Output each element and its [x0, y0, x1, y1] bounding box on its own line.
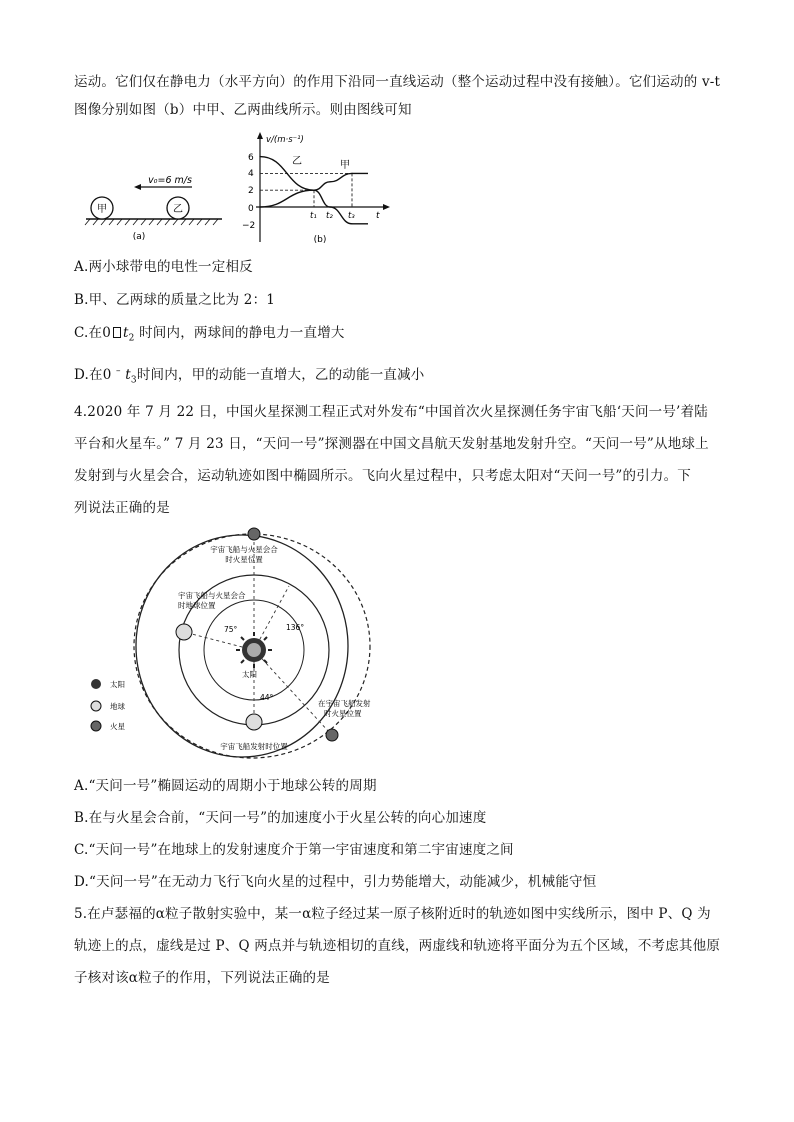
label-mars-meet-1: 宇宙飞船与火星会合 — [210, 545, 278, 554]
label-earth-meet-2: 时地球位置 — [178, 601, 216, 610]
label-earth-launch: 宇宙飞船发射时位置 — [220, 742, 288, 751]
q3-option-d-pre: D.在0 — [74, 367, 112, 383]
q3-option-b: B.甲、乙两球的质量之比为 2：1 — [74, 292, 276, 308]
q4-option-b: B.在与火星会合前，“天问一号”的加速度小于火星公转的向心加速度 — [74, 810, 487, 826]
label-mars-launch-1: 在宇宙飞船发射 — [318, 699, 371, 708]
ball-yi-label: 乙 — [173, 204, 183, 215]
label-mars-meet-2: 时火星位置 — [225, 555, 263, 564]
q5-text-line-3: 子核对该α粒子的作用，下列说法正确的是 — [74, 970, 330, 986]
data-point-甲-0 — [259, 206, 260, 207]
earth-meet-icon — [176, 624, 192, 640]
fig-b-caption: (b) — [313, 235, 327, 245]
q3-option-d-t: t — [125, 367, 131, 383]
q3-option-c-sub: 2 — [128, 333, 135, 344]
curve-jia-label: 甲 — [340, 160, 350, 171]
fig-a-caption: (a) — [132, 232, 146, 242]
q4-text-line-4: 列说法正确的是 — [74, 500, 170, 516]
xtick-t2: t₂ — [326, 211, 333, 221]
q3-option-c-post: 时间内，两球间的静电力一直增大 — [139, 325, 345, 341]
q3-option-c-pre: C.在0 — [74, 325, 112, 341]
label-sun-center: 太阳 — [242, 670, 257, 679]
q3-text-line-1: 运动。它们仅在静电力（水平方向）的作用下沿同一直线运动（整个运动过程中没有接触）。它们运动的 v-t — [74, 74, 721, 90]
ytick-0: 0 — [248, 204, 254, 214]
q3-option-c — [74, 321, 345, 344]
mars-launch-icon — [326, 729, 338, 741]
data-point-甲-3 — [351, 173, 352, 174]
q3-option-d-post: 时间内，甲的动能一直增大，乙的动能一直减小 — [136, 367, 425, 383]
svg-text:火星: 火星 — [110, 722, 125, 731]
ball-jia-label: 甲 — [97, 204, 107, 215]
y-axis-label: v/(m·s⁻¹) — [266, 135, 304, 145]
data-point-乙-1 — [313, 190, 314, 191]
ytick-2: 2 — [248, 186, 254, 196]
q3-option-d-sub: 3 — [130, 375, 137, 386]
earth-launch-icon — [246, 714, 262, 730]
orbit-legend — [91, 679, 125, 731]
q3-option-d: D.在0 – $t_3$时间内，甲的动能一直增大，乙的动能一直减小 — [74, 366, 425, 386]
q3-text-line-2: 图像分别如图（b）中甲、乙两曲线所示。则由图线可知 — [74, 102, 412, 118]
mars-meet-icon — [248, 528, 260, 540]
data-point-乙-2 — [329, 206, 330, 207]
q4-text-line-2: 平台和火星车。” 7 月 23 日，“天问一号”探测器在中国文昌航天发射基地发射升空。“天问一号”从地球上 — [74, 436, 709, 452]
q4-option-a: A.“天问一号”椭圆运动的周期小于地球公转的周期 — [74, 778, 377, 794]
angle-75: 75° — [224, 625, 238, 634]
svg-text:太阳: 太阳 — [110, 680, 125, 689]
ytick-6: 6 — [248, 153, 254, 163]
q3-option-c-t: t — [123, 325, 129, 341]
ytick-4: 4 — [248, 169, 254, 179]
angle-44: 44° — [260, 693, 274, 702]
velocity-label: v₀=6 m/s — [148, 175, 192, 186]
label-earth-meet-1: 宇宙飞船与火星会合 — [178, 591, 246, 600]
xtick-t3: t₃ — [348, 211, 355, 221]
q5-text-line-2: 轨迹上的点，虚线是过 P、Q 两点并与轨迹相切的直线，两虚线和轨迹将平面分为五个区域，不考虑其他原 — [74, 938, 721, 954]
q4-orbit-figure — [74, 522, 374, 772]
q3-figure-a — [84, 175, 224, 245]
q3-option-a: A.两小球带电的电性一定相反 — [74, 259, 253, 275]
x-axis-label: t — [376, 211, 380, 221]
curve-yi-label: 乙 — [292, 156, 302, 167]
q4-option-c: C.“天问一号”在地球上的发射速度介于第一宇宙速度和第二宇宙速度之间 — [74, 842, 514, 858]
q3-vt-chart — [226, 130, 396, 250]
xtick-t1: t₁ — [310, 211, 317, 221]
data-point-乙-0 — [259, 156, 260, 157]
ytick-neg2: −2 — [242, 221, 256, 231]
q4-option-d: D.“天问一号”在无动力飞行飞向火星的过程中，引力势能增大，动能减少，机械能守恒 — [74, 874, 597, 890]
data-point-乙-3 — [351, 223, 352, 224]
svg-text:地球: 地球 — [110, 702, 125, 711]
angle-136: 136° — [286, 623, 305, 632]
label-mars-launch-2: 时火星位置 — [324, 709, 362, 718]
q4-text-line-3: 发射到与火星会合，运动轨迹如图中椭圆所示。飞向火星过程中，只考虑太阳对“天问一号”的引力。下 — [74, 468, 692, 484]
q5-text-line-1: 5.在卢瑟福的α粒子散射实验中，某一α粒子经过某一原子核附近时的轨迹如图中实线所示，图中 P、Q 为 — [74, 906, 711, 922]
q4-text-line-1: 4.2020 年 7 月 22 日，中国火星探测工程正式对外发布“中国首次火星探测任务宇宙飞船‘天问一号’着陆 — [74, 404, 708, 420]
data-point-甲-2 — [329, 181, 330, 182]
